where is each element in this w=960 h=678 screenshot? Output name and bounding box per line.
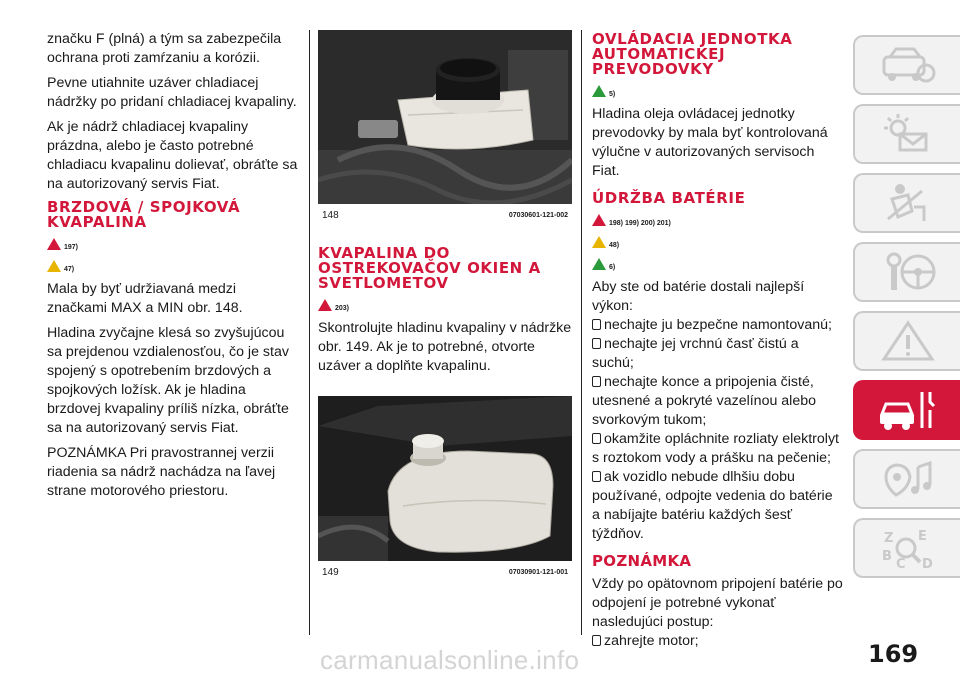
paragraph: Hladina oleja ovládacej jednotky prevodovky by mala byť kontrolovaná výlučne v autorizovaných servisoch Fiat. [592, 106, 828, 179]
note-reference [592, 83, 844, 99]
paragraph: Skontrolujte hladinu kvapaliny v nádržke obr. 149. Ak je to potrebné, otvorte uzáver a doplňte kvapalinu. [318, 320, 572, 374]
paragraph: Pevne utiahnite uzáver chladiacej nádržky po pridaní chladiacej kvapaliny. [47, 75, 297, 110]
figure-code: 07030601-121-002 [508, 211, 568, 219]
warning-triangle-icon [47, 238, 61, 250]
caution-triangle-icon [47, 260, 61, 272]
environment-triangle-icon [592, 85, 606, 97]
svg-text:Z: Z [883, 531, 893, 546]
svg-text:C: C [895, 557, 906, 570]
washer-fluid-reservoir-image [318, 396, 572, 561]
paragraph [592, 575, 844, 651]
column-3 [592, 30, 844, 657]
watermark: carmanualsonline.info [320, 645, 580, 675]
bullet-text: okamžite opláchnite rozliaty elektrolyt s roztokom vody a prášku na pečenie; [592, 431, 839, 466]
caution-ref-number: 47) [64, 265, 75, 273]
page-number: 169 [868, 640, 919, 668]
bullet-text: nechajte jej vrchnú časť čistú a suchú; [592, 336, 799, 371]
chapter-tabs [853, 35, 960, 587]
figure-caption [318, 561, 572, 583]
caution-reference [592, 234, 844, 250]
maintenance-icon [878, 388, 938, 432]
tab-starting-driving[interactable] [853, 242, 960, 302]
bullet-text: nechajte konce a pripojenia čisté, utesnené a pokryté vazelínou alebo svorkovým tukom; [592, 374, 817, 428]
svg-text:E: E [917, 529, 927, 544]
dashboard-lights-icon [878, 112, 938, 156]
section-heading-brake-fluid: BRZDOVÁ / SPOJKOVÁ KVAPALINA [47, 198, 241, 231]
tab-maintenance[interactable] [853, 380, 960, 440]
index-icon [878, 526, 938, 570]
paragraph [592, 278, 844, 544]
bullet-text: zahrejte motor; [604, 633, 699, 649]
figure-148 [318, 30, 572, 226]
bullet-box-icon [592, 376, 601, 387]
bullet-text: nechajte ju bezpečne namontovanú; [604, 317, 832, 333]
figure-number: 149 [322, 566, 339, 578]
warning-triangle-icon [592, 214, 606, 226]
starting-driving-icon [878, 250, 938, 294]
caution-reference [47, 258, 299, 274]
bullet-box-icon [592, 471, 601, 482]
section-heading-battery: ÚDRŽBA BATÉRIE [592, 189, 746, 207]
warning-ref-number: 198) 199) 200) 201) [609, 219, 671, 227]
tab-emergency[interactable] [853, 311, 960, 371]
environment-triangle-icon [592, 258, 606, 270]
figure-code: 07030901-121-001 [508, 568, 568, 576]
svg-text:D: D [921, 557, 933, 570]
section-heading-washer-fluid: KVAPALINA DO OSTREKOVAČOV OKIEN A SVETLOMETOV [318, 244, 541, 292]
multimedia-icon [878, 457, 938, 501]
warning-ref-number: 203) [335, 304, 350, 312]
tab-safety[interactable] [853, 173, 960, 233]
section-heading-transmission: OVLÁDACIA JEDNOTKA AUTOMATICKEJ PREVODOVKY [592, 30, 793, 78]
paragraph: Mala by byť udržiavaná medzi značkami MAX a MIN obr. 148. [47, 281, 243, 316]
column-2 [318, 30, 572, 583]
safety-icon [878, 181, 938, 225]
warning-reference [592, 212, 844, 228]
battery-intro: Aby ste od batérie dostali najlepší výkon: [592, 279, 805, 314]
caution-ref-number: 48) [609, 241, 620, 249]
paragraph: POZNÁMKA Pri pravostrannej verzii riadenia sa nádrž nachádza na ľavej strane motorového priestoru. [47, 445, 276, 499]
paragraph: Hladina zvyčajne klesá so zvyšujúcou sa prejdenou vzdialenosťou, čo je stav spojený s opotrebením brzdových a spojkových ložísk. Ak je hladina brzdovej kvapaliny príliš nízka, obráťte sa na autorizovaný servis Fiat. [47, 325, 289, 436]
note-ref-number: 6) [609, 263, 616, 271]
warning-reference [318, 297, 572, 313]
column-divider-1 [309, 30, 310, 635]
tab-car-info[interactable] [853, 35, 960, 95]
tab-dashboard-lights[interactable] [853, 104, 960, 164]
car-info-icon [878, 43, 938, 87]
bullet-box-icon [592, 338, 601, 349]
bullet-text: ak vozidlo nebude dlhšiu dobu používané, odpojte vedenia do batérie a nabíjajte batériu každých šesť týždňov. [592, 469, 833, 542]
tab-multimedia[interactable] [853, 449, 960, 509]
figure-149 [318, 396, 572, 583]
warning-ref-number: 197) [64, 243, 79, 251]
note-reference [592, 256, 844, 272]
bullet-box-icon [592, 319, 601, 330]
warning-reference [47, 236, 299, 252]
note-text: Vždy po opätovnom pripojení batérie po odpojení je potrebné vykonať nasledujúci postup: [592, 576, 843, 630]
caution-triangle-icon [592, 236, 606, 248]
warning-triangle-icon [318, 299, 332, 311]
brake-fluid-reservoir-image [318, 30, 572, 204]
bullet-box-icon [592, 433, 601, 444]
column-divider-2 [581, 30, 582, 635]
warning-triangle-icon [878, 319, 938, 363]
column-1 [47, 30, 299, 507]
bullet-box-icon [592, 635, 601, 646]
note-ref-number: 5) [609, 90, 616, 98]
figure-number: 148 [322, 209, 339, 221]
note-heading: POZNÁMKA [592, 552, 692, 570]
svg-text:B: B [881, 549, 892, 564]
figure-caption [318, 204, 572, 226]
paragraph: značku F (plná) a tým sa zabezpečila ochrana proti zamŕzaniu a korózii. [47, 31, 282, 66]
tab-index[interactable] [853, 518, 960, 578]
paragraph: Ak je nádrž chladiacej kvapaliny prázdna, alebo je často potrebné chladiacu kvapalinu dolievať, obráťte sa na autorizovaný servis Fiat. [47, 119, 298, 192]
